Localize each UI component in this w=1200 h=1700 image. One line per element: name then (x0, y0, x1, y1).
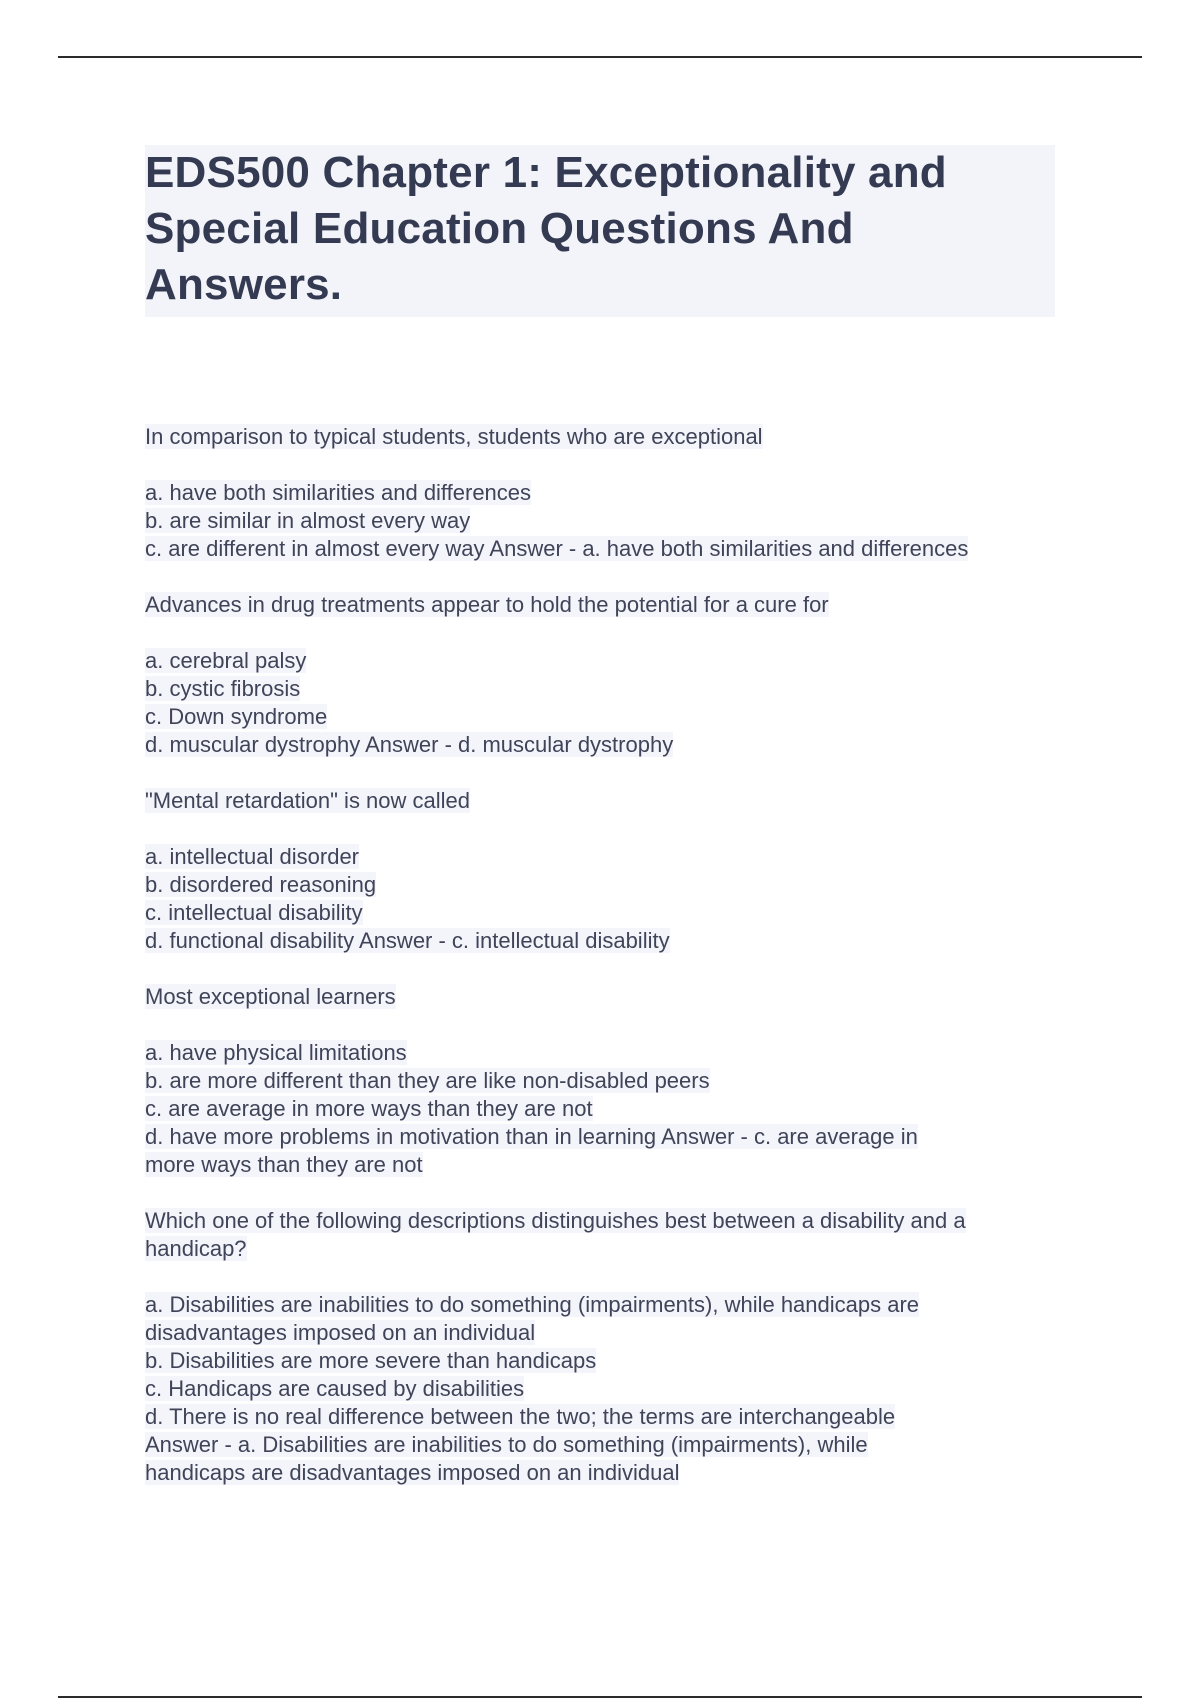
question-text: Advances in drug treatments appear to hold the potential for a cure for (145, 592, 829, 617)
option-answer-line: d. have more problems in motivation than in learning Answer - c. are average in (145, 1124, 918, 1149)
top-rule (58, 56, 1142, 58)
question-2 (145, 591, 1065, 619)
option-answer-line: more ways than they are not (145, 1152, 423, 1177)
option-line: a. cerebral palsy (145, 648, 307, 673)
answer-options-4 (145, 1039, 1065, 1179)
qa-item-1 (145, 423, 1065, 563)
option-line: a. intellectual disorder (145, 844, 360, 869)
question-text: Which one of the following descriptions distinguishes best between a disability and a (145, 1208, 966, 1233)
qa-item-3 (145, 787, 1065, 955)
question-4 (145, 983, 1065, 1011)
question-text: handicap? (145, 1236, 247, 1261)
title-block (145, 145, 1055, 317)
question-1 (145, 423, 1065, 451)
option-line: a. have both similarities and differences (145, 480, 532, 505)
option-line: b. are similar in almost every way (145, 508, 471, 533)
answer-options-3 (145, 843, 1065, 955)
qa-list (145, 423, 1065, 1515)
option-line: c. Down syndrome (145, 704, 328, 729)
option-line: b. are more different than they are like non-disabled peers (145, 1068, 710, 1093)
question-text: Most exceptional learners (145, 984, 396, 1009)
option-answer-line: Answer - a. Disabilities are inabilities to do something (impairments), while (145, 1432, 868, 1457)
qa-item-5 (145, 1207, 1065, 1487)
question-text: "Mental retardation" is now called (145, 788, 471, 813)
option-answer-line: c. are different in almost every way Answer - a. have both similarities and differences (145, 536, 969, 561)
document-title: EDS500 Chapter 1: Exceptionality and Special Education Questions And Answers. (145, 148, 947, 309)
question-3 (145, 787, 1065, 815)
question-text: In comparison to typical students, students who are exceptional (145, 424, 763, 449)
bottom-rule (58, 1696, 1142, 1698)
option-line: c. are average in more ways than they are not (145, 1096, 593, 1121)
option-line: a. Disabilities are inabilities to do something (impairments), while handicaps are (145, 1292, 920, 1317)
option-line: d. There is no real difference between the two; the terms are interchangeable (145, 1404, 896, 1429)
qa-item-2 (145, 591, 1065, 759)
option-line: a. have physical limitations (145, 1040, 407, 1065)
option-answer-line: handicaps are disadvantages imposed on an individual (145, 1460, 680, 1485)
option-line: b. Disabilities are more severe than handicaps (145, 1348, 597, 1373)
question-5 (145, 1207, 1065, 1263)
answer-options-1 (145, 479, 1065, 563)
qa-item-4 (145, 983, 1065, 1179)
option-line: b. disordered reasoning (145, 872, 377, 897)
option-line: b. cystic fibrosis (145, 676, 301, 701)
option-answer-line: d. muscular dystrophy Answer - d. muscular dystrophy (145, 732, 674, 757)
option-line: c. Handicaps are caused by disabilities (145, 1376, 525, 1401)
answer-options-5 (145, 1291, 1065, 1487)
option-answer-line: d. functional disability Answer - c. intellectual disability (145, 928, 670, 953)
answer-options-2 (145, 647, 1065, 759)
option-line: c. intellectual disability (145, 900, 363, 925)
option-line: disadvantages imposed on an individual (145, 1320, 536, 1345)
